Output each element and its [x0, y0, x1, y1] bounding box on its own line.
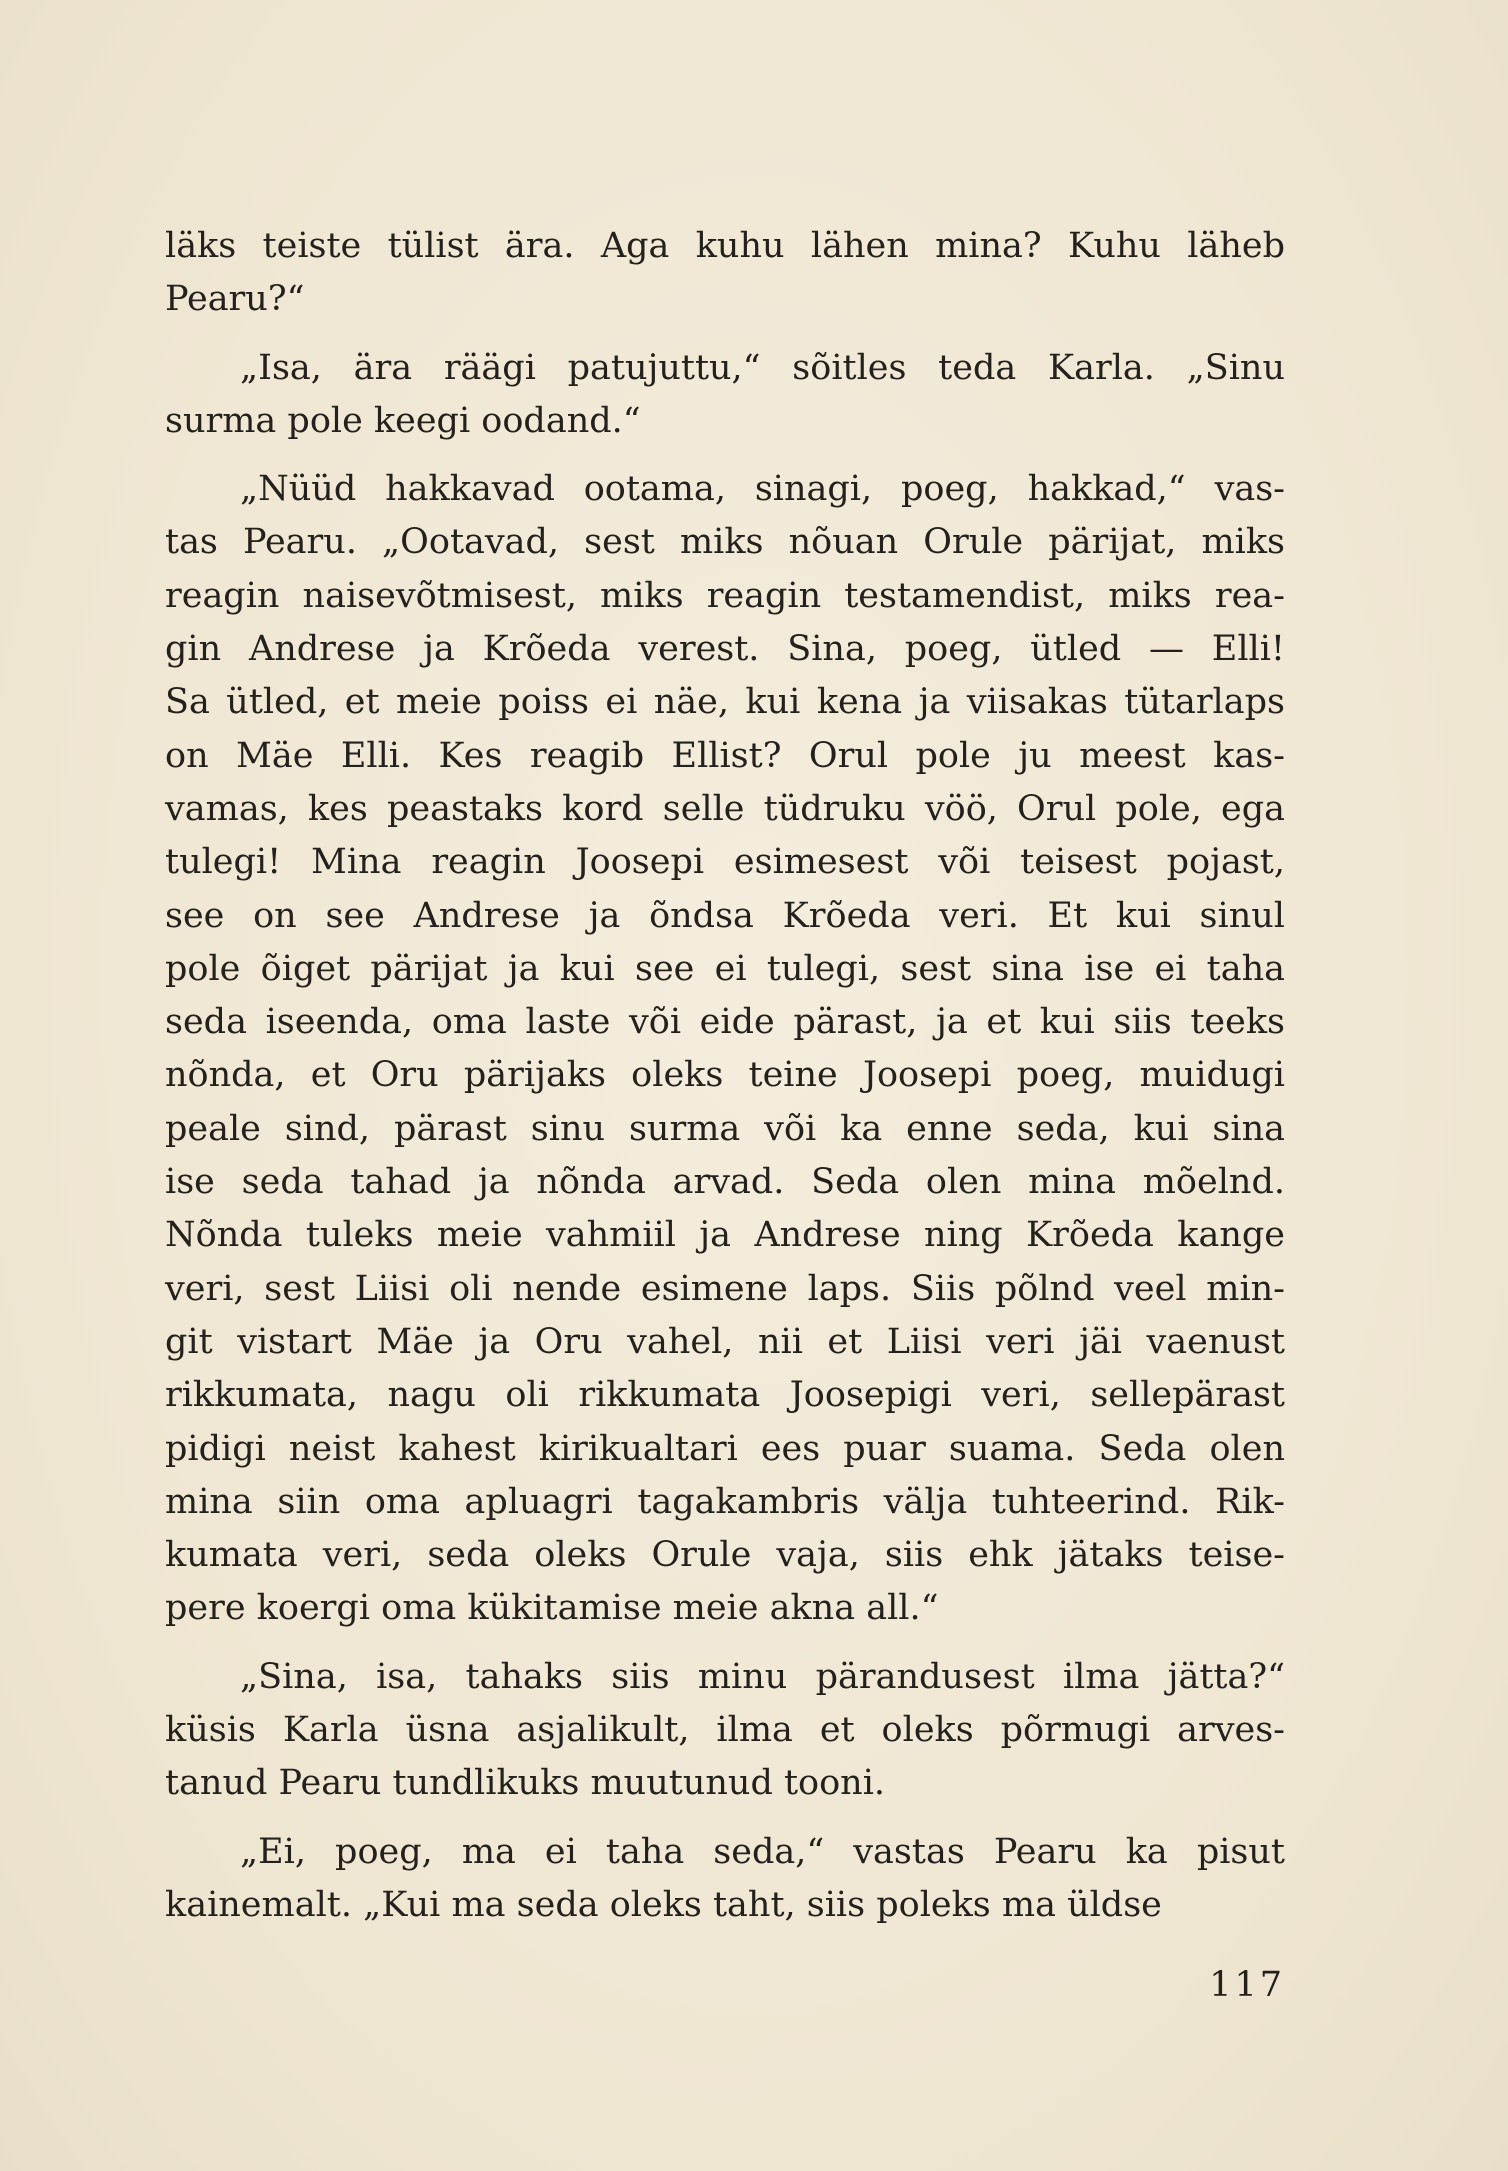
text-line: tanud Pearu tundlikuks muutunud tooni. [165, 1763, 886, 1804]
text-line: „Sina, isa, tahaks siis minu pärandusest ilma jätta?“ [240, 1656, 1285, 1697]
text-line: rikkumata, nagu oli rikkumata Joosepigi veri, sellepärast [165, 1375, 1285, 1416]
text-line: Sa ütled, et meie poiss ei näe, kui kena ja viisakas tütarlaps [165, 682, 1285, 723]
text-line: „Isa, ära räägi patujuttu,“ sõitles teda Karla. „Sinu [240, 347, 1285, 388]
text-line: reagin naisevõtmisest, miks reagin testamendist, miks rea- [165, 575, 1285, 616]
text-line: Pearu?“ [165, 279, 305, 320]
text-line: nõnda, et Oru pärijaks oleks teine Joosepi poeg, muidugi [165, 1055, 1285, 1096]
paragraph-gap [165, 327, 1285, 342]
text-line: Nõnda tuleks meie vahmiil ja Andrese ning Krõeda kange [165, 1215, 1285, 1256]
text-line: seda iseenda, oma laste või eide pärast, ja et kui siis teeks [165, 1002, 1285, 1043]
text-line: vamas, kes peastaks kord selle tüdruku vöö, Orul pole, ega [165, 788, 1285, 829]
text-line: veri, sest Liisi oli nende esimene laps. Siis põlnd veel min- [165, 1268, 1285, 1309]
text-line: surma pole keegi oodand.“ [165, 400, 641, 441]
page-number: 117 [1209, 1965, 1285, 2005]
text-line: läks teiste tülist ära. Aga kuhu lähen mina? Kuhu läheb [165, 226, 1285, 266]
text-line: ise seda tahad ja nõnda arvad. Seda olen mina mõelnd. [165, 1162, 1285, 1203]
paragraph [165, 1826, 1285, 1933]
paragraph-gap [165, 1636, 1285, 1651]
text-line: peale sind, pärast sinu surma või ka enne seda, kui sina [165, 1108, 1285, 1149]
text-line: gin Andrese ja Krõeda verest. Sina, poeg, ütled — Elli! [165, 629, 1285, 670]
text-line: git vistart Mäe ja Oru vahel, nii et Liisi veri jäi vaenust [165, 1321, 1285, 1362]
body-text [165, 220, 1285, 1932]
text-line: pole õiget pärijat ja kui see ei tulegi, sest sina ise ei taha [165, 948, 1285, 989]
text-line: pidigi neist kahest kirikualtari ees puar suama. Seda olen [165, 1428, 1285, 1469]
text-line: „Nüüd hakkavad ootama, sinagi, poeg, hakkad,“ vas- [240, 469, 1285, 510]
text-line: kumata veri, seda oleks Orule vaja, siis ehk jätaks teise- [165, 1535, 1285, 1576]
text-line: „Ei, poeg, ma ei taha seda,“ vastas Pearu ka pisut [240, 1831, 1285, 1872]
paragraph [165, 463, 1285, 1636]
text-line: küsis Karla üsna asjalikult, ilma et oleks põrmugi arves- [165, 1710, 1285, 1751]
text-line: mina siin oma apluagri tagakambris välja tuhteerind. Rik- [165, 1481, 1285, 1522]
paragraph [165, 1651, 1285, 1811]
text-line: on Mäe Elli. Kes reagib Ellist? Orul pole ju meest kas- [165, 735, 1285, 776]
text-line: kainemalt. „Kui ma seda oleks taht, siis poleks ma üldse [165, 1884, 1162, 1925]
text-line: pere koergi oma kükitamise meie akna all.“ [165, 1588, 939, 1629]
text-line: tulegi! Mina reagin Joosepi esimesest või teisest pojast, [165, 842, 1285, 883]
paragraph [165, 342, 1285, 449]
paragraph [165, 220, 1285, 327]
text-line: see on see Andrese ja õndsa Krõeda veri. Et kui sinul [165, 895, 1285, 936]
paragraph-gap [165, 1811, 1285, 1826]
paragraph-gap [165, 448, 1285, 463]
text-line: tas Pearu. „Ootavad, sest miks nõuan Orule pärijat, miks [165, 522, 1285, 563]
